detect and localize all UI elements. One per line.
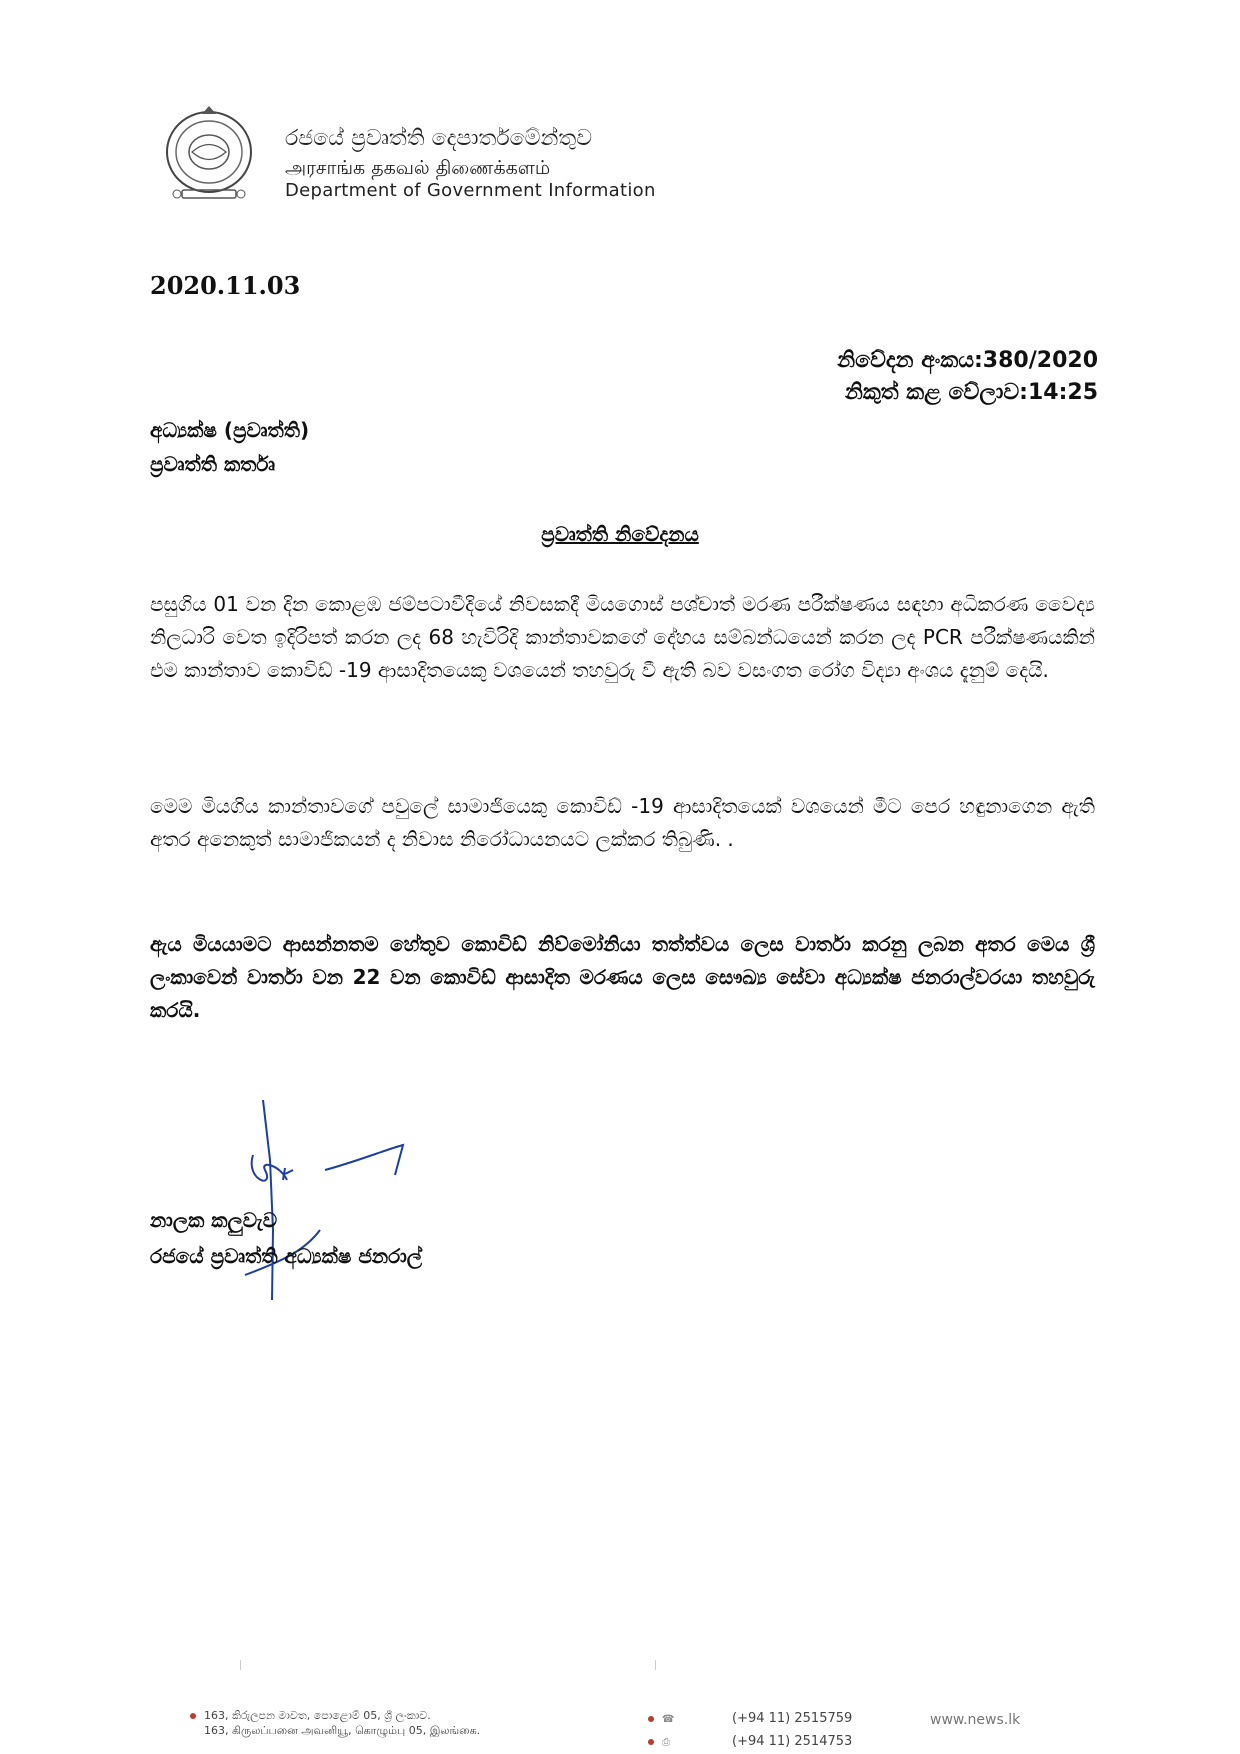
handwritten-signature [225, 1100, 425, 1300]
body-paragraph-2: මෙම මියගිය කාන්තාවගේ පවුලේ සාමාජියෙකු කොවිඩ් -19 ආසාදිතයෙක් වශයෙන් මීට පෙර හඳුනාගෙන ඇති අතර අනෙකුත් සාමාජිකයන් ද නිවාස නිරෝධායනයට ලක්කර තිබුණි. . [150, 794, 1095, 851]
signatory-title: රජයේ ප්‍රවෘත්ති අධ්‍යක්ෂ ජනරාල් [150, 1244, 423, 1268]
notice-number: නිවේදන අංකය:380/2020 [837, 348, 1098, 373]
footer-contact [648, 1708, 852, 1754]
letterhead-name-tamil: அரசாங்க தகவல் திணைக்களம் [285, 157, 551, 179]
letterhead-name-sinhala: රජයේ ප්‍රවෘත්ති දෙපාර්තමේන්තුව [285, 126, 593, 151]
letterhead-name-english: Department of Government Information [285, 180, 656, 201]
body-paragraph-3: ඇය මියයාමට ආසන්නතම හේතුව කොවිඩ් නිව්මෝනියා තත්ත්වය ලෙස වාර්තා කරනු ලබන අතර මෙය ශ්‍රී ලංකාවෙන් වාර්තා වන 22 වන කොවිඩ් ආසාදිත මරණය ලෙස සෞඛ්‍ය සේවා අධ්‍යක්ෂ ජනරාල්වරයා තහවුරු කරයි. [150, 932, 1095, 1022]
body-paragraph-1: පසුගිය 01 වන දින කොළඹ ජම්පටාවීදියේ නිවසකදී මියගොස් පශ්චාත් මරණ පරීක්ෂණය සඳහා අධිකරණ වෛද්‍ය නිලධාරි වෙත ඉදිරිපත් කරන ලද 68 හැවිරිදි කාන්තාවකගේ දේහය සම්බන්ධයෙන් කරන ලද PCR පරීක්ෂණයකින් එම කාන්තාව කොවිඩ් -19 ආසාදිතයෙකු වශයෙන් තහවුරු වී ඇති බව වසංගත රෝග විද්‍යා අංශය දැනුම් දෙයි. [150, 592, 1095, 682]
footer-address-tamil: 163, கிருலப்பனை அவனியூ, கொழும்பு 05, இலங்கை. [204, 1724, 481, 1737]
fax-bullet-icon [648, 1739, 654, 1745]
bullet-icon [190, 1713, 196, 1719]
addressee-line-1: අධ්‍යක්ෂ (ප්‍රවෘත්ති) [150, 418, 310, 442]
footer-website: www.news.lk [930, 1712, 1021, 1728]
addressee-line-2: ප්‍රවෘත්ති කර්තෘ [150, 452, 276, 476]
signatory-name: නාලක කලුවැව [150, 1208, 278, 1232]
page-title [0, 522, 1240, 546]
phone-icon: ☎ [662, 1714, 675, 1725]
footer-address [190, 1708, 480, 1738]
document-date: 2020.11.03 [150, 271, 301, 300]
phone-bullet-icon [648, 1716, 654, 1722]
footer-address-sinhala: 163, කිරුලපන මාවත, පොළොම් 05, ශ්‍රී ලංකාව. [204, 1709, 431, 1722]
issued-time: නිකුත් කළ වේලාව:14:25 [844, 380, 1098, 405]
footer-fax: (+94 11) 2514753 [732, 1734, 853, 1749]
footer-phone: (+94 11) 2515759 [732, 1711, 853, 1726]
fax-icon: ⎙ [662, 1737, 670, 1748]
footer-divider-tick [240, 1660, 241, 1670]
page-title-text: ප්‍රවෘත්ති නිවේදනය [541, 522, 699, 546]
footer-divider-tick [655, 1660, 656, 1670]
national-emblem-seal-icon [162, 102, 256, 206]
